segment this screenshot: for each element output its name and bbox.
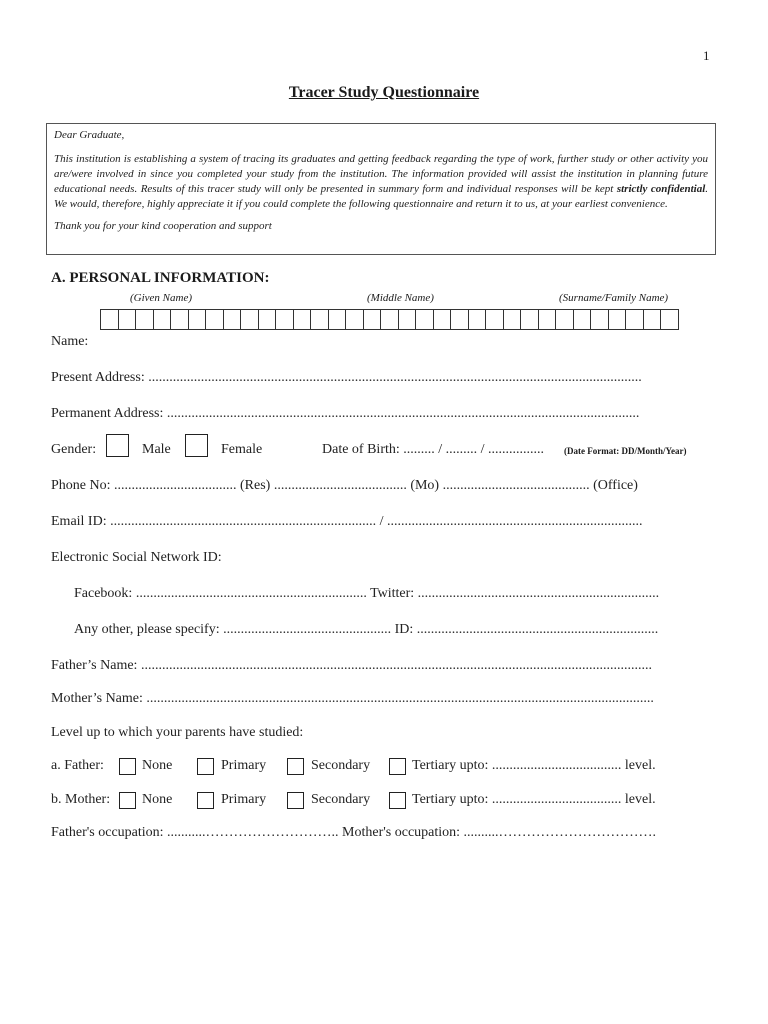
intro-salutation: Dear Graduate, — [54, 129, 125, 141]
name-letter-cell[interactable] — [574, 309, 592, 330]
father-primary-checkbox[interactable] — [197, 758, 214, 775]
name-letter-cell[interactable] — [609, 309, 627, 330]
mother-secondary-label: Secondary — [311, 792, 371, 807]
name-letter-cell[interactable] — [661, 309, 679, 330]
name-letter-cell[interactable] — [119, 309, 137, 330]
father-none-label: None — [142, 758, 173, 773]
name-letter-cell[interactable] — [136, 309, 154, 330]
father-tertiary-checkbox[interactable] — [389, 758, 406, 775]
name-label: Name: — [51, 334, 89, 349]
intro-body-after: . We would, therefore, highly appreciate it if you could complete the following questionnaire and return it to us, at your earliest convenience. — [54, 183, 708, 210]
father-level-prefix: a. Father: — [51, 758, 104, 773]
page-number: 1 — [703, 48, 710, 63]
name-letter-cell[interactable] — [381, 309, 399, 330]
name-letter-cell[interactable] — [294, 309, 312, 330]
female-checkbox[interactable] — [185, 434, 208, 457]
father-tertiary-field[interactable]: Tertiary upto: ..................................... level. — [412, 758, 656, 773]
surname-label: (Surname/Family Name) — [559, 292, 669, 304]
occupation-field[interactable]: Father's occupation: ...........……………………….. Mother's occupation: ..........……………………………. — [51, 825, 657, 840]
name-letter-cell[interactable] — [154, 309, 172, 330]
name-letter-cell[interactable] — [189, 309, 207, 330]
section-a-heading: A. PERSONAL INFORMATION: — [51, 270, 270, 286]
title-text: Tracer Study Questionnaire — [288, 84, 480, 101]
name-letter-cell[interactable] — [521, 309, 539, 330]
present-address-field[interactable]: Present Address: ............................................................................................................................................. — [51, 370, 642, 385]
name-letter-cell[interactable] — [171, 309, 189, 330]
male-label: Male — [142, 442, 171, 457]
date-format-note: (Date Format: DD/Month/Year) — [564, 446, 687, 456]
middle-name-label: (Middle Name) — [367, 292, 434, 304]
name-letter-grid[interactable] — [100, 309, 679, 330]
female-label: Female — [221, 442, 263, 457]
social-network-label: Electronic Social Network ID: — [51, 550, 222, 565]
father-secondary-label: Secondary — [311, 758, 371, 773]
gender-label: Gender: — [51, 442, 97, 457]
phone-field[interactable]: Phone No: ................................... (Res) ...................................... (Mo) .......................................... (Office) — [51, 478, 638, 493]
name-letter-cell[interactable] — [469, 309, 487, 330]
name-letter-cell[interactable] — [224, 309, 242, 330]
mother-primary-label: Primary — [221, 792, 267, 807]
mother-tertiary-checkbox[interactable] — [389, 792, 406, 809]
name-letter-cell[interactable] — [539, 309, 557, 330]
father-secondary-checkbox[interactable] — [287, 758, 304, 775]
parents-level-label: Level up to which your parents have studied: — [51, 725, 304, 740]
date-of-birth-field[interactable]: Date of Birth: ......... / ......... / ................ — [322, 442, 545, 457]
mother-tertiary-field[interactable]: Tertiary upto: ..................................... level. — [412, 792, 656, 807]
name-letter-cell[interactable] — [329, 309, 347, 330]
document-title — [0, 84, 768, 102]
mother-primary-checkbox[interactable] — [197, 792, 214, 809]
name-letter-cell[interactable] — [434, 309, 452, 330]
mother-level-prefix: b. Mother: — [51, 792, 111, 807]
name-letter-cell[interactable] — [626, 309, 644, 330]
name-letter-cell[interactable] — [504, 309, 522, 330]
facebook-twitter-field[interactable]: Facebook: .................................................................. Twitter: ..................................................................... — [74, 586, 660, 601]
other-network-field[interactable]: Any other, please specify: ................................................ ID: ..................................................................... — [74, 622, 659, 637]
father-none-checkbox[interactable] — [119, 758, 136, 775]
name-letter-cell[interactable] — [346, 309, 364, 330]
intro-body-before: This institution is establishing a system of tracing its graduates and getting feedback regarding the type of work, further study or other activity you are/were involved in since you completed your study from the institution. The information provided will assist the institution in planning future educational needs. Results of this tracer study will only be presented in summary form and individual responses will be kept — [54, 153, 708, 195]
name-letter-cell[interactable] — [451, 309, 469, 330]
name-letter-cell[interactable] — [311, 309, 329, 330]
name-letter-cell[interactable] — [206, 309, 224, 330]
name-letter-cell[interactable] — [644, 309, 662, 330]
father-name-field[interactable]: Father’s Name: .................................................................................................................................................. — [51, 658, 652, 673]
mother-none-label: None — [142, 792, 173, 807]
father-primary-label: Primary — [221, 758, 267, 773]
intro-body-bold: strictly confidential — [616, 183, 706, 195]
intro-body — [54, 152, 708, 212]
name-letter-cell[interactable] — [556, 309, 574, 330]
name-letter-cell[interactable] — [259, 309, 277, 330]
name-letter-cell[interactable] — [364, 309, 382, 330]
intro-thanks: Thank you for your kind cooperation and support — [54, 220, 272, 232]
given-name-label: (Given Name) — [130, 292, 193, 304]
male-checkbox[interactable] — [106, 434, 129, 457]
name-letter-cell[interactable] — [591, 309, 609, 330]
name-letter-cell[interactable] — [241, 309, 259, 330]
name-letter-cell[interactable] — [101, 309, 119, 330]
name-letter-cell[interactable] — [416, 309, 434, 330]
mother-none-checkbox[interactable] — [119, 792, 136, 809]
name-letter-cell[interactable] — [486, 309, 504, 330]
name-letter-cell[interactable] — [399, 309, 417, 330]
name-letter-cell[interactable] — [276, 309, 294, 330]
mother-secondary-checkbox[interactable] — [287, 792, 304, 809]
intro-letter-box — [46, 123, 716, 255]
email-field[interactable]: Email ID: ............................................................................ / ......................................................................... — [51, 514, 643, 529]
permanent-address-field[interactable]: Permanent Address: ....................................................................................................................................... — [51, 406, 640, 421]
mother-name-field[interactable]: Mother’s Name: ................................................................................................................................................. — [51, 691, 654, 706]
